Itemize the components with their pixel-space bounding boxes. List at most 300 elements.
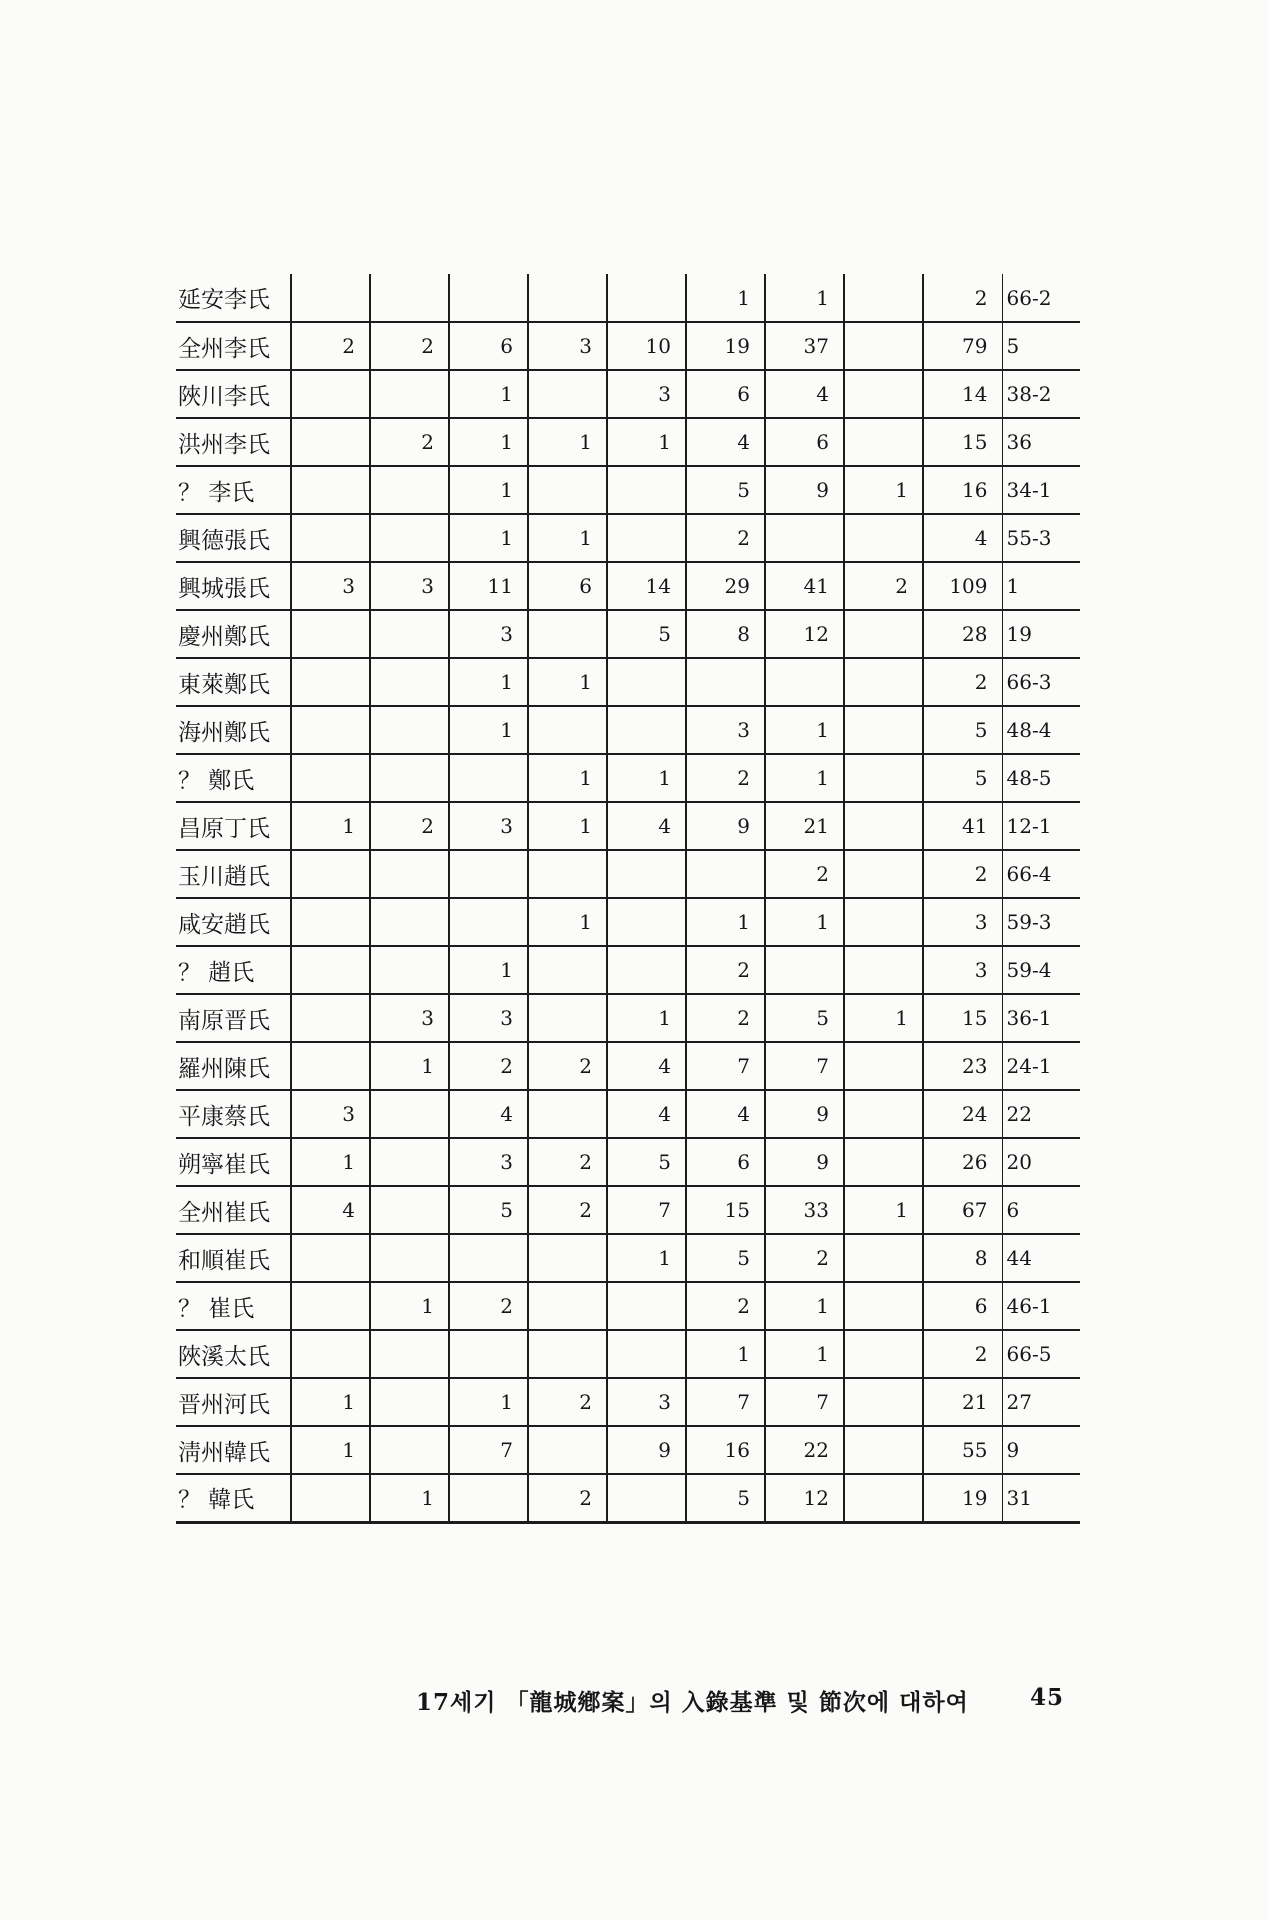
count-cell: 1: [449, 1378, 528, 1426]
count-cell: [528, 994, 607, 1042]
count-cell: 3: [291, 562, 370, 610]
total-cell: 19: [923, 1474, 1002, 1522]
total-cell: 8: [923, 1234, 1002, 1282]
count-cell: 1: [607, 418, 686, 466]
count-cell: 2: [686, 514, 765, 562]
count-cell: 1: [528, 658, 607, 706]
rank-cell: 44: [1002, 1234, 1080, 1282]
count-cell: 6: [765, 418, 844, 466]
rank-cell: 31: [1002, 1474, 1080, 1522]
total-cell: 21: [923, 1378, 1002, 1426]
count-cell: 1: [844, 994, 923, 1042]
table-row: [176, 514, 1080, 562]
total-cell: 15: [923, 418, 1002, 466]
total-cell: 109: [923, 562, 1002, 610]
count-cell: [607, 1330, 686, 1378]
clan-table: [176, 274, 1080, 1524]
count-cell: [528, 274, 607, 322]
count-cell: 1: [607, 754, 686, 802]
count-cell: [528, 1330, 607, 1378]
count-cell: [844, 1138, 923, 1186]
total-cell: 55: [923, 1426, 1002, 1474]
count-cell: 2: [449, 1042, 528, 1090]
table-row: [176, 1234, 1080, 1282]
count-cell: 1: [528, 802, 607, 850]
count-cell: 1: [528, 754, 607, 802]
count-cell: 9: [765, 1138, 844, 1186]
count-cell: 10: [607, 322, 686, 370]
clan-name-cell: ？ 李氏: [176, 466, 291, 514]
count-cell: 21: [765, 802, 844, 850]
count-cell: [528, 1090, 607, 1138]
count-cell: [291, 1042, 370, 1090]
count-cell: [844, 1474, 923, 1522]
count-cell: [291, 1330, 370, 1378]
clan-name-cell: 和順崔氏: [176, 1234, 291, 1282]
page-number: 45: [1029, 1684, 1064, 1711]
table-row: [176, 706, 1080, 754]
count-cell: 1: [607, 994, 686, 1042]
total-cell: 2: [923, 274, 1002, 322]
count-cell: 9: [765, 466, 844, 514]
count-cell: [765, 514, 844, 562]
count-cell: 1: [370, 1282, 449, 1330]
count-cell: 7: [686, 1042, 765, 1090]
count-cell: 1: [449, 658, 528, 706]
count-cell: [528, 706, 607, 754]
count-cell: [686, 850, 765, 898]
count-cell: [291, 658, 370, 706]
table-row: [176, 1138, 1080, 1186]
table-row: [176, 322, 1080, 370]
count-cell: [370, 850, 449, 898]
total-cell: 2: [923, 850, 1002, 898]
count-cell: 1: [449, 946, 528, 994]
total-cell: 41: [923, 802, 1002, 850]
count-cell: [370, 1234, 449, 1282]
count-cell: 2: [291, 322, 370, 370]
count-cell: [765, 946, 844, 994]
count-cell: 1: [291, 1138, 370, 1186]
total-cell: 26: [923, 1138, 1002, 1186]
count-cell: 2: [686, 754, 765, 802]
count-cell: 4: [291, 1186, 370, 1234]
count-cell: 8: [686, 610, 765, 658]
count-cell: 1: [528, 898, 607, 946]
count-cell: 4: [765, 370, 844, 418]
count-cell: [370, 754, 449, 802]
rank-cell: 36-1: [1002, 994, 1080, 1042]
table-row: [176, 466, 1080, 514]
count-cell: 2: [528, 1474, 607, 1522]
total-cell: 5: [923, 706, 1002, 754]
count-cell: 1: [686, 1330, 765, 1378]
count-cell: [607, 946, 686, 994]
count-cell: [528, 466, 607, 514]
clan-name-cell: 洪州李氏: [176, 418, 291, 466]
count-cell: 1: [844, 1186, 923, 1234]
count-cell: 3: [528, 322, 607, 370]
count-cell: [370, 1378, 449, 1426]
count-cell: [528, 610, 607, 658]
count-cell: [449, 850, 528, 898]
count-cell: 29: [686, 562, 765, 610]
count-cell: [607, 1474, 686, 1522]
count-cell: [370, 1426, 449, 1474]
clan-name-cell: 東萊鄭氏: [176, 658, 291, 706]
rank-cell: 20: [1002, 1138, 1080, 1186]
count-cell: [607, 514, 686, 562]
count-cell: 22: [765, 1426, 844, 1474]
table-row: [176, 274, 1080, 322]
count-cell: 2: [765, 850, 844, 898]
count-cell: [844, 1042, 923, 1090]
table-row: [176, 754, 1080, 802]
count-cell: 1: [844, 466, 923, 514]
rank-cell: 46-1: [1002, 1282, 1080, 1330]
count-cell: [370, 466, 449, 514]
count-cell: 7: [765, 1378, 844, 1426]
count-cell: [291, 418, 370, 466]
count-cell: 2: [686, 994, 765, 1042]
table-row: [176, 946, 1080, 994]
clan-name-cell: ？ 韓氏: [176, 1474, 291, 1522]
rank-cell: 38-2: [1002, 370, 1080, 418]
rank-cell: 9: [1002, 1426, 1080, 1474]
count-cell: [291, 1234, 370, 1282]
count-cell: [449, 1234, 528, 1282]
count-cell: [291, 274, 370, 322]
count-cell: 3: [370, 562, 449, 610]
rank-cell: 19: [1002, 610, 1080, 658]
count-cell: [844, 1378, 923, 1426]
table-row: [176, 850, 1080, 898]
table-row: [176, 994, 1080, 1042]
count-cell: [844, 706, 923, 754]
count-cell: 12: [765, 610, 844, 658]
table-row: [176, 1090, 1080, 1138]
rank-cell: 22: [1002, 1090, 1080, 1138]
count-cell: 2: [449, 1282, 528, 1330]
count-cell: 7: [449, 1426, 528, 1474]
count-cell: [844, 610, 923, 658]
count-cell: [449, 898, 528, 946]
total-cell: 6: [923, 1282, 1002, 1330]
count-cell: [291, 1282, 370, 1330]
clan-name-cell: 興德張氏: [176, 514, 291, 562]
count-cell: 9: [765, 1090, 844, 1138]
total-cell: 79: [923, 322, 1002, 370]
count-cell: 3: [607, 370, 686, 418]
count-cell: 3: [449, 1138, 528, 1186]
count-cell: 3: [291, 1090, 370, 1138]
count-cell: 1: [449, 514, 528, 562]
count-cell: 1: [291, 1378, 370, 1426]
clan-name-cell: 陜溪太氏: [176, 1330, 291, 1378]
count-cell: 1: [765, 898, 844, 946]
count-cell: 3: [607, 1378, 686, 1426]
count-cell: [449, 1474, 528, 1522]
clan-name-cell: ？ 崔氏: [176, 1282, 291, 1330]
count-cell: [528, 1234, 607, 1282]
clan-name-cell: 晋州河氏: [176, 1378, 291, 1426]
clan-name-cell: 全州崔氏: [176, 1186, 291, 1234]
rank-cell: 34-1: [1002, 466, 1080, 514]
count-cell: [370, 1330, 449, 1378]
count-cell: [291, 514, 370, 562]
count-cell: 1: [449, 418, 528, 466]
count-cell: [370, 658, 449, 706]
count-cell: [291, 610, 370, 658]
count-cell: 1: [528, 418, 607, 466]
count-cell: 7: [686, 1378, 765, 1426]
count-cell: 2: [686, 946, 765, 994]
count-cell: 16: [686, 1426, 765, 1474]
count-cell: [844, 946, 923, 994]
count-cell: 1: [528, 514, 607, 562]
clan-name-cell: 興城張氏: [176, 562, 291, 610]
count-cell: 2: [528, 1138, 607, 1186]
rank-cell: 66-4: [1002, 850, 1080, 898]
count-cell: [844, 898, 923, 946]
count-cell: 1: [370, 1474, 449, 1522]
count-cell: 2: [370, 802, 449, 850]
clan-name-cell: 南原晋氏: [176, 994, 291, 1042]
count-cell: [449, 1330, 528, 1378]
total-cell: 16: [923, 466, 1002, 514]
count-cell: 1: [291, 1426, 370, 1474]
count-cell: [291, 1474, 370, 1522]
count-cell: 3: [370, 994, 449, 1042]
count-cell: [449, 274, 528, 322]
count-cell: 1: [686, 274, 765, 322]
running-title: 17세기 「龍城鄕案」의 入錄基準 및 節次에 대하여: [416, 1689, 969, 1716]
total-cell: 4: [923, 514, 1002, 562]
count-cell: 4: [607, 1042, 686, 1090]
count-cell: [370, 1186, 449, 1234]
count-cell: 1: [765, 1282, 844, 1330]
count-cell: 5: [607, 1138, 686, 1186]
count-cell: [844, 418, 923, 466]
count-cell: [844, 514, 923, 562]
count-cell: 2: [844, 562, 923, 610]
count-cell: 33: [765, 1186, 844, 1234]
count-cell: 5: [686, 1234, 765, 1282]
count-cell: 7: [765, 1042, 844, 1090]
count-cell: [844, 658, 923, 706]
table-row: [176, 1474, 1080, 1522]
clan-name-cell: 陜川李氏: [176, 370, 291, 418]
count-cell: 41: [765, 562, 844, 610]
count-cell: 9: [686, 802, 765, 850]
count-cell: [844, 1330, 923, 1378]
rank-cell: 55-3: [1002, 514, 1080, 562]
count-cell: 5: [765, 994, 844, 1042]
rank-cell: 36: [1002, 418, 1080, 466]
count-cell: 4: [686, 418, 765, 466]
count-cell: 4: [449, 1090, 528, 1138]
count-cell: 1: [449, 706, 528, 754]
count-cell: 2: [370, 322, 449, 370]
count-cell: 2: [765, 1234, 844, 1282]
table-row: [176, 1042, 1080, 1090]
rank-cell: 59-3: [1002, 898, 1080, 946]
count-cell: [528, 946, 607, 994]
count-cell: [607, 466, 686, 514]
clan-name-cell: 昌原丁氏: [176, 802, 291, 850]
count-cell: 3: [686, 706, 765, 754]
clan-name-cell: 羅州陳氏: [176, 1042, 291, 1090]
rank-cell: 59-4: [1002, 946, 1080, 994]
count-cell: 1: [291, 802, 370, 850]
count-cell: 2: [528, 1042, 607, 1090]
total-cell: 2: [923, 658, 1002, 706]
total-cell: 3: [923, 946, 1002, 994]
rank-cell: 66-3: [1002, 658, 1080, 706]
count-cell: [291, 754, 370, 802]
count-cell: 5: [686, 466, 765, 514]
count-cell: 4: [607, 1090, 686, 1138]
table-row: [176, 562, 1080, 610]
count-cell: [370, 610, 449, 658]
rank-cell: 48-5: [1002, 754, 1080, 802]
count-cell: [528, 1426, 607, 1474]
count-cell: [291, 946, 370, 994]
count-cell: [291, 898, 370, 946]
clan-name-cell: 咸安趙氏: [176, 898, 291, 946]
count-cell: 1: [765, 754, 844, 802]
count-cell: 2: [528, 1186, 607, 1234]
count-cell: 3: [449, 994, 528, 1042]
count-cell: [844, 322, 923, 370]
count-cell: 37: [765, 322, 844, 370]
count-cell: 12: [765, 1474, 844, 1522]
count-cell: 1: [370, 1042, 449, 1090]
count-cell: 9: [607, 1426, 686, 1474]
count-cell: [844, 274, 923, 322]
table-row: [176, 1330, 1080, 1378]
table-row: [176, 610, 1080, 658]
table-row: [176, 898, 1080, 946]
count-cell: 1: [765, 274, 844, 322]
count-cell: [528, 1282, 607, 1330]
count-cell: [844, 1090, 923, 1138]
total-cell: 28: [923, 610, 1002, 658]
count-cell: [844, 802, 923, 850]
count-cell: 5: [449, 1186, 528, 1234]
clan-name-cell: 淸州韓氏: [176, 1426, 291, 1474]
page-footer: [416, 1684, 1064, 1717]
count-cell: 2: [370, 418, 449, 466]
count-cell: [607, 274, 686, 322]
count-cell: [291, 994, 370, 1042]
count-cell: 14: [607, 562, 686, 610]
table-row: [176, 418, 1080, 466]
count-cell: [607, 898, 686, 946]
total-cell: 67: [923, 1186, 1002, 1234]
count-cell: [844, 850, 923, 898]
count-cell: [607, 658, 686, 706]
count-cell: [844, 754, 923, 802]
count-cell: [291, 370, 370, 418]
total-cell: 14: [923, 370, 1002, 418]
count-cell: [844, 1234, 923, 1282]
count-cell: [449, 754, 528, 802]
total-cell: 5: [923, 754, 1002, 802]
count-cell: [370, 1090, 449, 1138]
rank-cell: 6: [1002, 1186, 1080, 1234]
count-cell: [607, 1282, 686, 1330]
total-cell: 15: [923, 994, 1002, 1042]
count-cell: [370, 706, 449, 754]
count-cell: [370, 370, 449, 418]
table-row: [176, 1186, 1080, 1234]
rank-cell: 1: [1002, 562, 1080, 610]
count-cell: [291, 466, 370, 514]
table-body: [176, 274, 1080, 1522]
count-cell: [607, 850, 686, 898]
clan-name-cell: 朔寧崔氏: [176, 1138, 291, 1186]
table-row: [176, 658, 1080, 706]
count-cell: 1: [607, 1234, 686, 1282]
clan-name-cell: 玉川趙氏: [176, 850, 291, 898]
count-cell: [607, 706, 686, 754]
table-row: [176, 1378, 1080, 1426]
count-cell: [370, 274, 449, 322]
count-cell: [844, 370, 923, 418]
count-cell: 2: [686, 1282, 765, 1330]
count-cell: [370, 898, 449, 946]
count-cell: [370, 1138, 449, 1186]
count-cell: [686, 658, 765, 706]
count-cell: 6: [686, 370, 765, 418]
count-cell: 7: [607, 1186, 686, 1234]
count-cell: [291, 706, 370, 754]
count-cell: 1: [765, 706, 844, 754]
count-cell: [370, 514, 449, 562]
rank-cell: 24-1: [1002, 1042, 1080, 1090]
rank-cell: 66-5: [1002, 1330, 1080, 1378]
clan-name-cell: ？ 趙氏: [176, 946, 291, 994]
total-cell: 24: [923, 1090, 1002, 1138]
table-row: [176, 802, 1080, 850]
total-cell: 3: [923, 898, 1002, 946]
clan-name-cell: 慶州鄭氏: [176, 610, 291, 658]
count-cell: [528, 370, 607, 418]
count-cell: 5: [607, 610, 686, 658]
clan-name-cell: 全州李氏: [176, 322, 291, 370]
count-cell: 5: [686, 1474, 765, 1522]
count-cell: [765, 658, 844, 706]
count-cell: 15: [686, 1186, 765, 1234]
total-cell: 23: [923, 1042, 1002, 1090]
count-cell: 6: [528, 562, 607, 610]
rank-cell: 27: [1002, 1378, 1080, 1426]
table-row: [176, 370, 1080, 418]
count-cell: 1: [449, 370, 528, 418]
rank-cell: 48-4: [1002, 706, 1080, 754]
count-cell: 4: [607, 802, 686, 850]
rank-cell: 5: [1002, 322, 1080, 370]
count-cell: 3: [449, 610, 528, 658]
count-cell: [528, 850, 607, 898]
table-row: [176, 1282, 1080, 1330]
count-cell: 6: [686, 1138, 765, 1186]
count-cell: [844, 1282, 923, 1330]
count-cell: 11: [449, 562, 528, 610]
count-cell: 4: [686, 1090, 765, 1138]
count-cell: 3: [449, 802, 528, 850]
